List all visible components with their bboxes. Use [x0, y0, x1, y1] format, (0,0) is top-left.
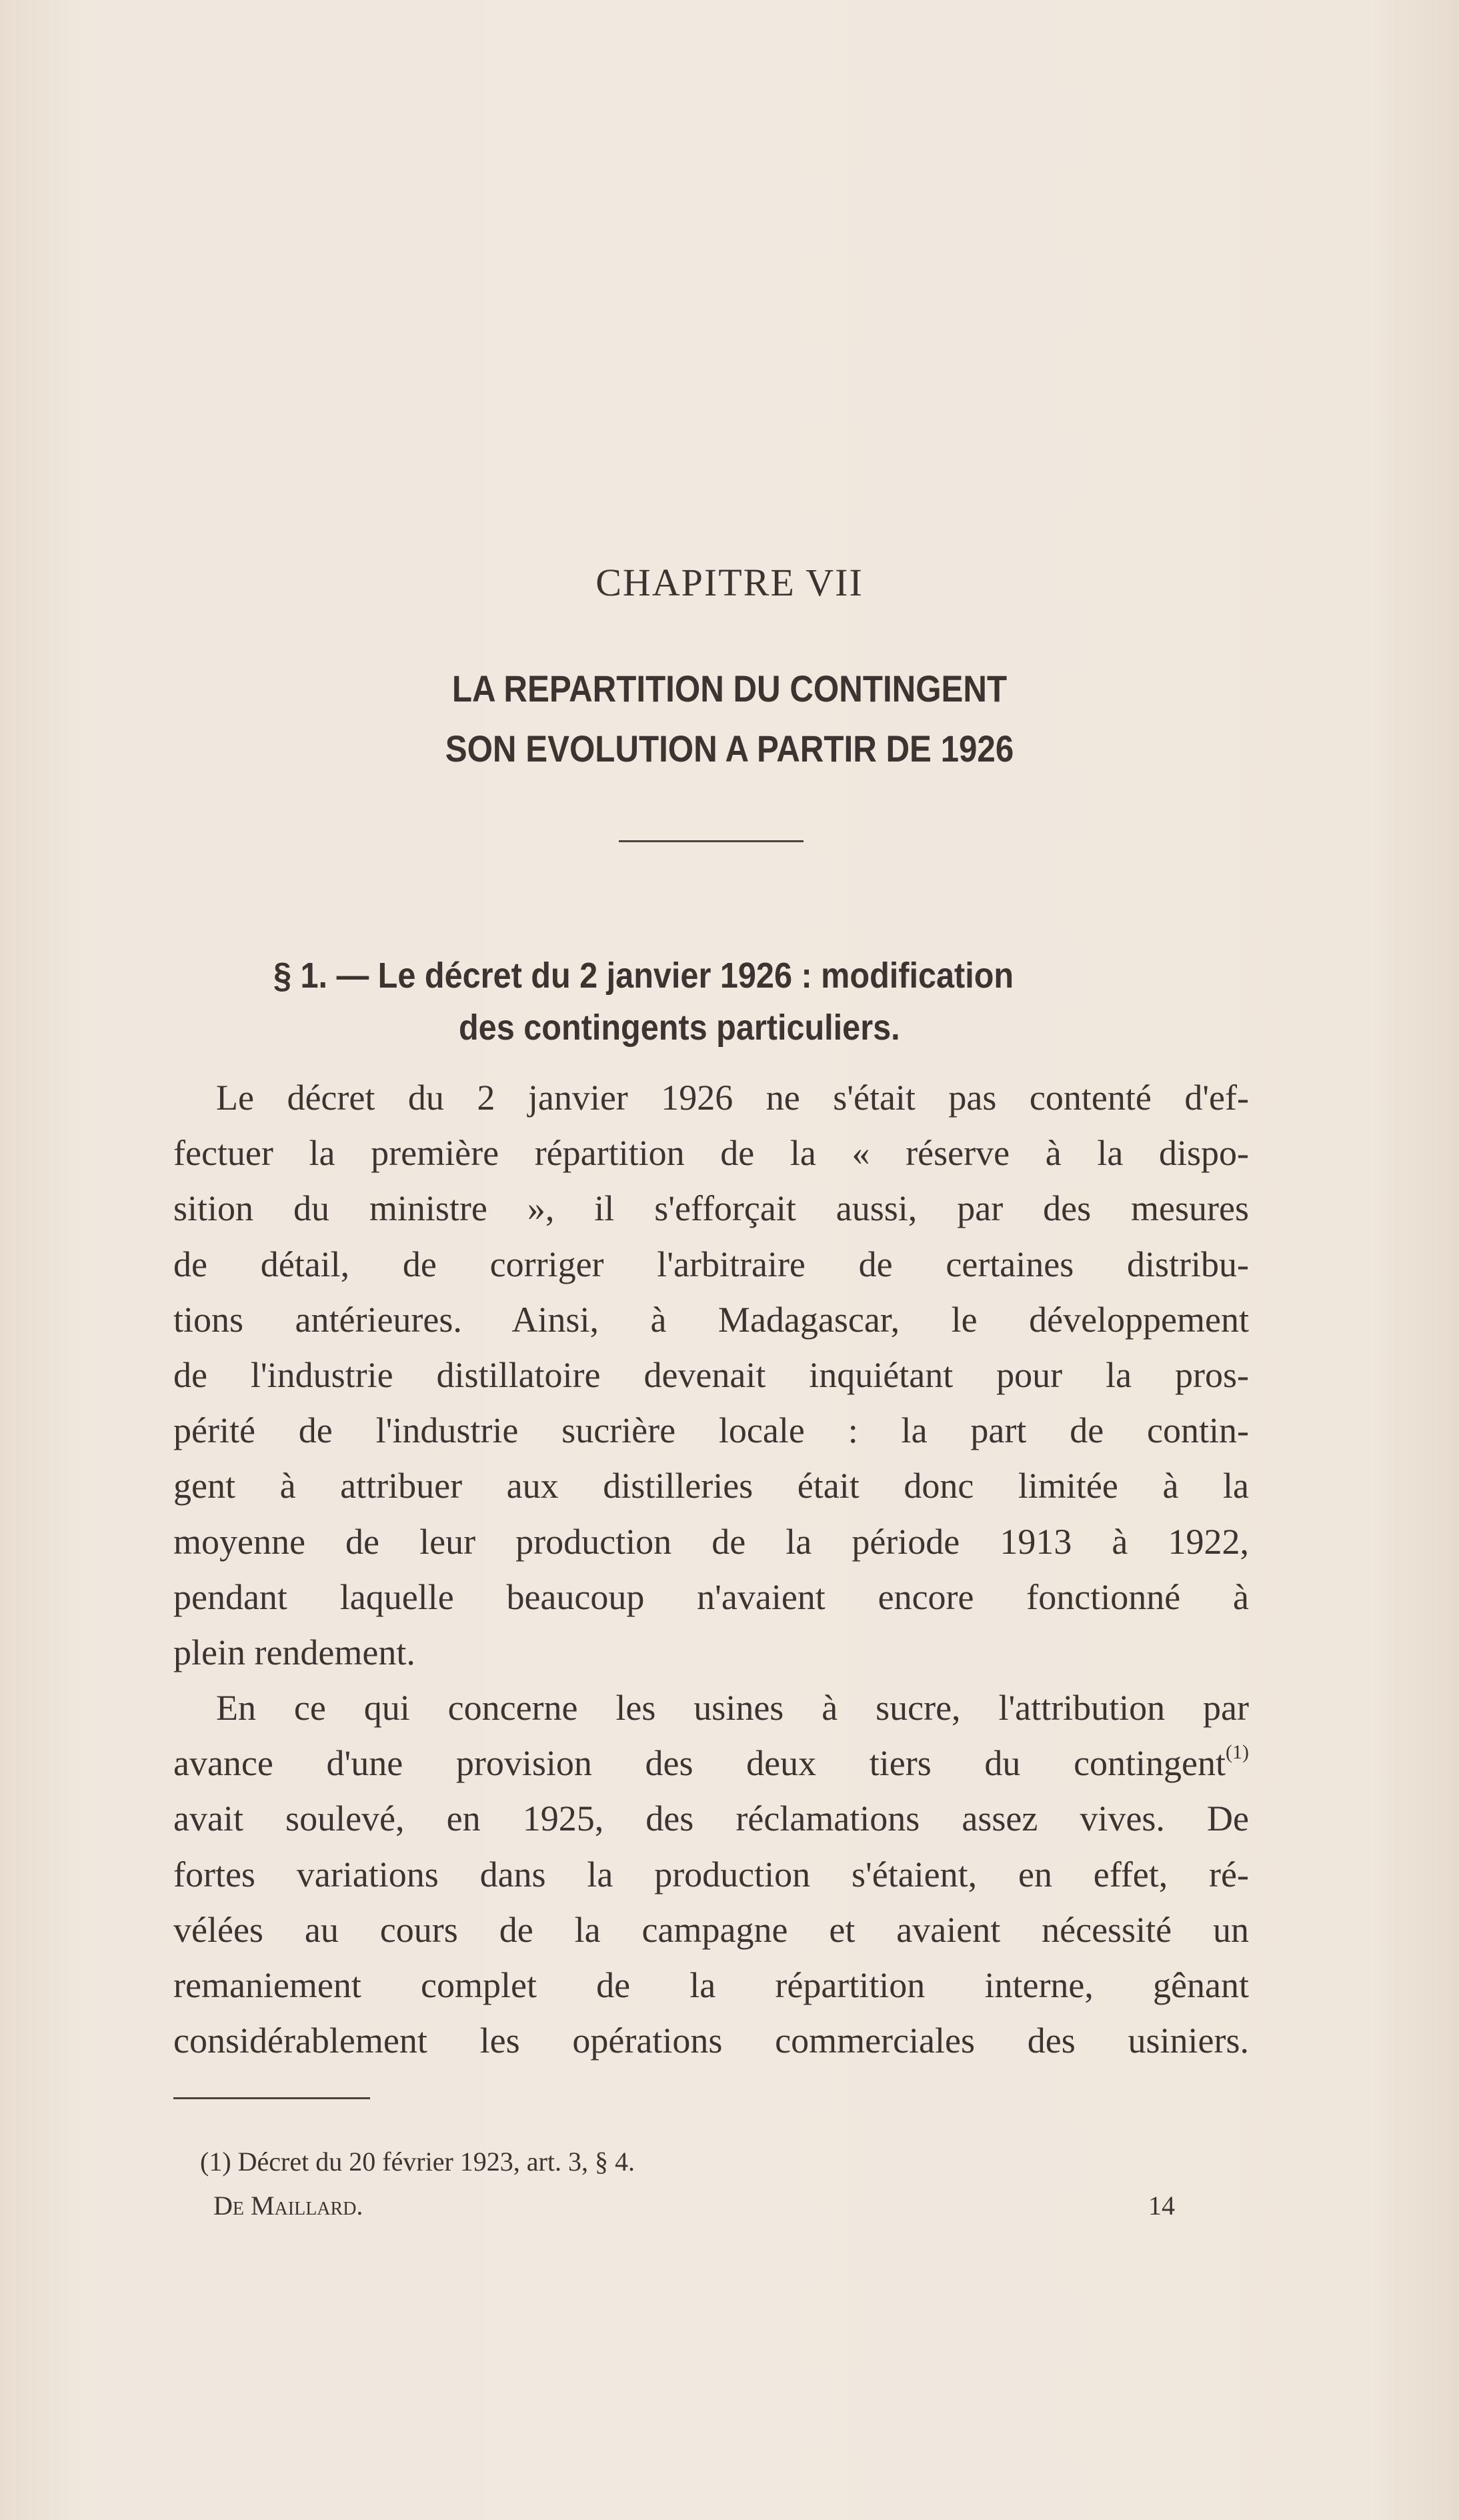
author-signature: De Maillard.: [213, 2191, 363, 2221]
text-line: fectuer la première répartition de la « réserve à la dispo-: [173, 1133, 1249, 1174]
text-line: Le décret du 2 janvier 1926 ne s'était pas contenté d'ef-: [216, 1078, 1249, 1118]
text-line: remaniement complet de la répartition interne, gênant: [173, 1965, 1249, 2005]
body-text: [173, 1070, 1249, 2069]
text-line: considérablement les opérations commerciales des usiniers.: [173, 2021, 1249, 2061]
chapter-title-line-1: LA REPARTITION DU CONTINGENT: [451, 668, 1008, 710]
section-heading-line-1: § 1. — Le décret du 2 janvier 1926 : modification: [273, 956, 1014, 996]
text-line: de détail, de corriger l'arbitraire de certaines distribu-: [173, 1244, 1249, 1284]
text-line: tions antérieures. Ainsi, à Madagascar, le développement: [173, 1299, 1249, 1340]
text-fragment: avance d'une provision des deux tiers du contingent: [173, 1743, 1226, 1784]
text-line: avait soulevé, en 1925, des réclamations assez vives. De: [173, 1798, 1249, 1839]
footnote-divider: [173, 2097, 370, 2099]
text-line: vélées au cours de la campagne et avaient nécessité un: [173, 1909, 1249, 1950]
chapter-title-line-2: SON EVOLUTION A PARTIR DE 1926: [445, 728, 1014, 770]
text-line: périté de l'industrie sucrière locale : la part de contin-: [173, 1410, 1249, 1451]
text-line: fortes variations dans la production s'étaient, en effet, ré-: [173, 1854, 1249, 1895]
text-line: moyenne de leur production de la période 1913 à 1922,: [173, 1521, 1249, 1562]
footnote: (1) Décret du 20 février 1923, art. 3, § 4.: [200, 2147, 635, 2177]
text-line: de l'industrie distillatoire devenait inquiétant pour la pros-: [173, 1354, 1249, 1395]
text-line: pendant laquelle beaucoup n'avaient encore fonctionné à: [173, 1576, 1249, 1617]
section-heading-line-2: des contingents particuliers.: [459, 1008, 900, 1048]
text-line: plein rendement.: [173, 1632, 415, 1672]
text-line-with-footnote: [173, 1736, 1249, 1791]
text-line: gent à attribuer aux distilleries était donc limitée à la: [173, 1466, 1249, 1506]
chapter-number: CHAPITRE VII: [595, 561, 864, 604]
footnote-reference[interactable]: (1): [1226, 1741, 1249, 1764]
text-line: sition du ministre », il s'efforçait aussi, par des mesures: [173, 1188, 1249, 1229]
text-line: En ce qui concerne les usines à sucre, l'attribution par: [216, 1688, 1249, 1728]
page-number: 14: [1148, 2191, 1175, 2221]
title-divider: [619, 840, 804, 842]
